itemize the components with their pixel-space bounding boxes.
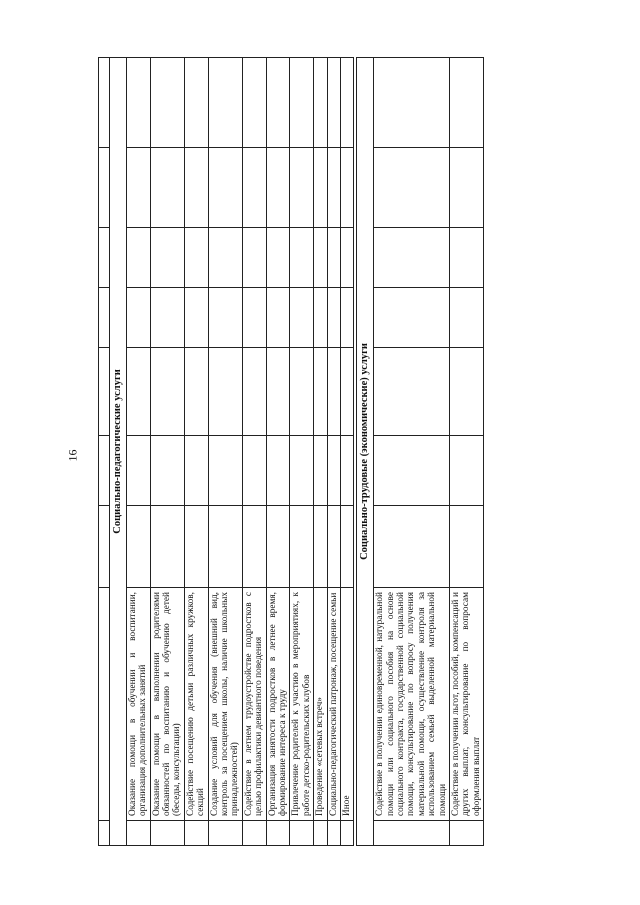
table-row — [184, 58, 208, 846]
cell — [208, 58, 242, 148]
service-cell: Оказание помощи в обучении и воспитании, организация дополнительных занятий — [126, 588, 150, 821]
cell — [374, 228, 450, 288]
cell — [208, 821, 242, 846]
cell — [290, 436, 314, 506]
cell — [266, 436, 290, 506]
cell — [266, 348, 290, 436]
cell — [290, 228, 314, 288]
cell — [150, 148, 184, 228]
cell — [290, 288, 314, 348]
cell — [266, 228, 290, 288]
cell — [99, 288, 110, 348]
cell — [341, 821, 354, 846]
cell — [450, 228, 484, 288]
service-cell: Иное — [341, 588, 354, 821]
cell — [242, 506, 266, 588]
cell — [314, 58, 327, 148]
cell — [327, 506, 340, 588]
cell — [327, 148, 340, 228]
cell — [341, 506, 354, 588]
cell — [374, 58, 450, 148]
service-cell: Содействие в летнем трудоустройстве подростков с целью профилактики девиантного поведения — [242, 588, 266, 821]
cell — [341, 228, 354, 288]
cell — [184, 288, 208, 348]
table-row — [290, 58, 314, 846]
cell — [126, 58, 150, 148]
cell — [242, 58, 266, 148]
section-title-socio-labor: Социально-трудовые (экономические) услуги — [357, 58, 374, 846]
cell — [266, 58, 290, 148]
cell — [242, 436, 266, 506]
table-row — [374, 58, 450, 846]
cell — [374, 348, 450, 436]
cell — [208, 228, 242, 288]
cell — [450, 148, 484, 228]
cell — [450, 58, 484, 148]
rotated-table-area — [98, 58, 482, 846]
cell — [341, 58, 354, 148]
cell — [450, 288, 484, 348]
cell — [450, 506, 484, 588]
cell — [314, 148, 327, 228]
cell — [327, 436, 340, 506]
cell — [314, 436, 327, 506]
table-top-row — [99, 58, 110, 846]
services-table — [98, 57, 484, 846]
cell — [126, 148, 150, 228]
service-cell: Социально-педагогический патронаж, посещение семьи — [327, 588, 340, 821]
cell — [99, 821, 110, 846]
cell — [126, 228, 150, 288]
cell — [327, 288, 340, 348]
cell — [290, 506, 314, 588]
cell — [184, 148, 208, 228]
cell — [242, 288, 266, 348]
cell — [99, 348, 110, 436]
cell — [208, 148, 242, 228]
table-row — [266, 58, 290, 846]
cell — [99, 436, 110, 506]
cell — [242, 148, 266, 228]
cell — [327, 821, 340, 846]
table-row — [126, 58, 150, 846]
cell — [184, 228, 208, 288]
cell — [266, 148, 290, 228]
cell — [314, 506, 327, 588]
cell — [150, 821, 184, 846]
service-cell: Проведение «сетевых встреч» — [314, 588, 327, 821]
service-cell: Привлечение родителей к участию в мероприятиях, к работе детско-родительских клубов — [290, 588, 314, 821]
cell — [208, 506, 242, 588]
cell — [314, 348, 327, 436]
rotated-sheet — [98, 58, 482, 846]
table-row — [314, 58, 327, 846]
service-cell: Содействие посещению детьми различных кружков, секций — [184, 588, 208, 821]
cell — [327, 58, 340, 148]
cell — [99, 148, 110, 228]
service-cell: Содействие в получении льгот, пособий, компенсаций и других выплат, консультирование по вопросам оформления выплат — [450, 588, 484, 821]
section-header-row — [357, 58, 374, 846]
cell — [242, 348, 266, 436]
cell — [327, 348, 340, 436]
cell — [374, 506, 450, 588]
cell — [99, 228, 110, 288]
service-cell: Создание условий для обучения (внешний вид, контроль за посещением школы, наличие школьных принадлежностей) — [208, 588, 242, 821]
cell — [150, 506, 184, 588]
cell — [126, 436, 150, 506]
page-number: 16 — [65, 449, 80, 462]
cell — [374, 288, 450, 348]
cell — [374, 821, 450, 846]
cell — [242, 821, 266, 846]
section-title-socio-pedagogical: Социально-педагогические услуги — [110, 58, 127, 846]
cell — [126, 348, 150, 436]
service-cell: Оказание помощи в выполнении родителями обязанностей по воспитанию и обучению детей (беседы, консультации) — [150, 588, 184, 821]
cell — [266, 821, 290, 846]
cell — [208, 436, 242, 506]
cell — [184, 348, 208, 436]
cell — [99, 588, 110, 821]
cell — [184, 58, 208, 148]
cell — [242, 228, 266, 288]
cell — [450, 821, 484, 846]
cell — [184, 506, 208, 588]
service-cell: Содействие в получении единовременной, натуральной помощи или социального пособия на основе социального контракта, государственной социальной помощи, консультирование по вопросу получения материальной помощи, осуществление контроля за использованием семьей выделенной материальной помощи — [374, 588, 450, 821]
table-row — [341, 58, 354, 846]
table-row — [208, 58, 242, 846]
cell — [150, 348, 184, 436]
cell — [450, 348, 484, 436]
section-header-row — [110, 58, 127, 846]
cell — [266, 506, 290, 588]
cell — [290, 58, 314, 148]
cell — [150, 58, 184, 148]
service-cell: Организация занятости подростков в летнее время, формирование интереса к труду — [266, 588, 290, 821]
table-row — [242, 58, 266, 846]
cell — [150, 288, 184, 348]
cell — [184, 436, 208, 506]
cell — [208, 348, 242, 436]
cell — [314, 228, 327, 288]
cell — [450, 436, 484, 506]
cell — [126, 821, 150, 846]
cell — [314, 821, 327, 846]
cell — [208, 288, 242, 348]
cell — [374, 148, 450, 228]
cell — [290, 348, 314, 436]
table-row — [450, 58, 484, 846]
cell — [327, 228, 340, 288]
cell — [126, 288, 150, 348]
cell — [290, 148, 314, 228]
cell — [341, 288, 354, 348]
cell — [99, 506, 110, 588]
cell — [314, 288, 327, 348]
table-row — [150, 58, 184, 846]
cell — [150, 228, 184, 288]
cell — [99, 58, 110, 148]
table-row — [327, 58, 340, 846]
cell — [126, 506, 150, 588]
cell — [374, 436, 450, 506]
cell — [341, 436, 354, 506]
cell — [266, 288, 290, 348]
cell — [150, 436, 184, 506]
cell — [341, 148, 354, 228]
cell — [341, 348, 354, 436]
cell — [184, 821, 208, 846]
cell — [290, 821, 314, 846]
